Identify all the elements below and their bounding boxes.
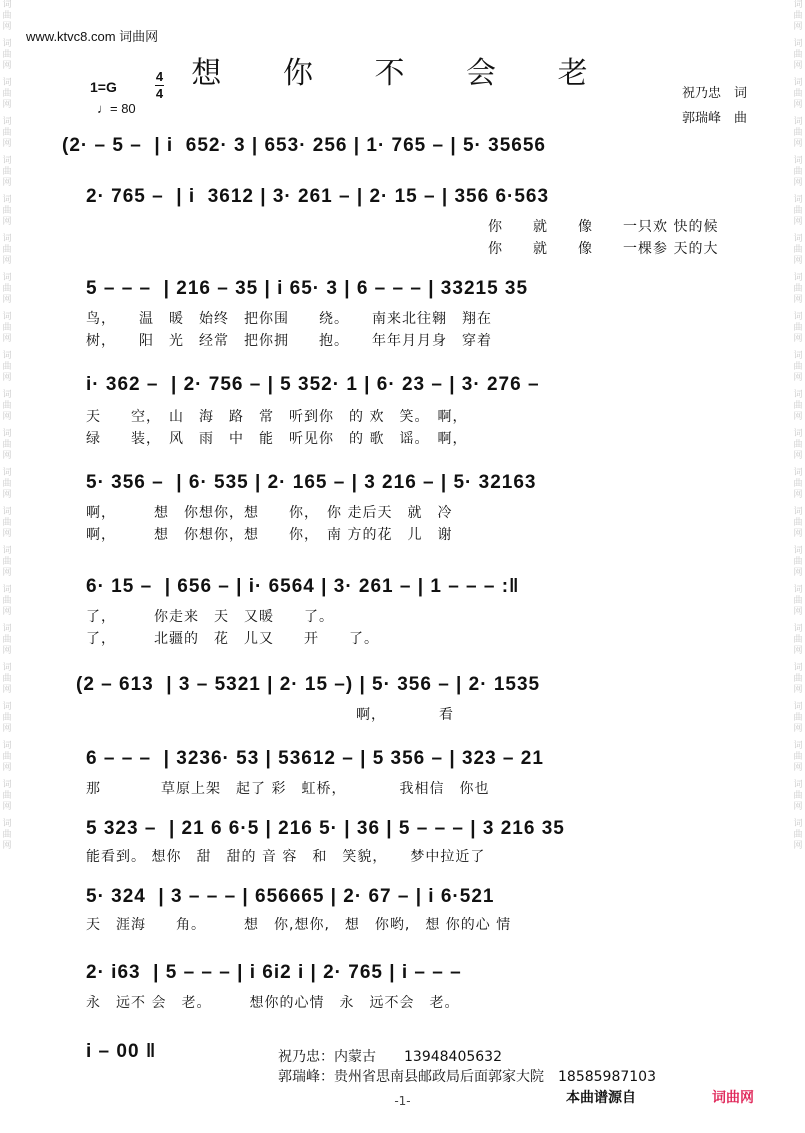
- watermark-text: 词 曲 网: [793, 312, 803, 344]
- watermark-text: 词 曲 网: [793, 702, 803, 734]
- watermark-text: 词 曲 网: [2, 39, 12, 71]
- watermark-text: 词 曲 网: [793, 663, 803, 695]
- site-label[interactable]: www.ktvc8.com 词曲网: [26, 29, 159, 44]
- watermark-text: 词 曲 网: [2, 117, 12, 149]
- watermark-text: 词 曲 网: [2, 273, 12, 305]
- lyric-line-1: 天 空， 山 海 路 常 听到你 的 欢 笑。 啊，: [86, 409, 468, 425]
- page-number: -1-: [394, 1094, 411, 1108]
- notation-row: (2 – 613 | 3 – 5321 | 2· 15 –) | 5· 356 – | 2· 1535: [76, 674, 541, 695]
- lyric-line-1: 啊， 看: [86, 707, 454, 723]
- watermark-text: 词 曲 网: [793, 117, 803, 149]
- lyricist-credit: 祝乃忠 词: [681, 86, 747, 101]
- watermark-text: 词 曲 网: [2, 819, 12, 851]
- watermark-text: 词 曲 网: [793, 390, 803, 422]
- footer-contact-2: 郭瑞峰：贵州省思南县邮政局后面郭家大院 18585987103: [278, 1069, 656, 1085]
- watermark-text: 词 曲 网: [2, 351, 12, 383]
- song-title: 想 你 不 会 老: [191, 56, 614, 91]
- notation-row: 6 – – – | 3236· 53 | 53612 – | 5 356 – | 323 – 21: [86, 748, 544, 769]
- watermark-text: 词 曲 网: [793, 78, 803, 110]
- watermark-text: 词 曲 网: [793, 507, 803, 539]
- watermark-text: 词 曲 网: [793, 624, 803, 656]
- watermark-text: 词 曲 网: [2, 468, 12, 500]
- lyric-line-2: 绿 装， 风 雨 中 能 听见你 的 歌 谣。 啊，: [86, 431, 468, 447]
- watermark-text: 词 曲 网: [793, 585, 803, 617]
- watermark-text: 词 曲 网: [2, 234, 12, 266]
- watermark-text: 词 曲 网: [2, 663, 12, 695]
- lyric-line-2: 树， 阳 光 经常 把你拥 抱。 年年月月身 穿着: [86, 333, 492, 349]
- notation-row: 5 – – – | 216 – 35 | i 65· 3 | 6 – – – | 33215 35: [86, 278, 529, 299]
- watermark-text: 词 曲 网: [793, 234, 803, 266]
- footer-contact-1: 祝乃忠：内蒙古 13948405632: [278, 1049, 502, 1065]
- brand-logo[interactable]: 词曲网: [712, 1090, 754, 1106]
- watermark-text: 词 曲 网: [793, 468, 803, 500]
- watermark-text: 词 曲 网: [2, 780, 12, 812]
- watermark-text: 词 曲 网: [2, 0, 12, 32]
- left-watermark: [0, 0, 14, 1133]
- watermark-text: 词 曲 网: [2, 507, 12, 539]
- lyric-line-1: 永 远不 会 老。 想你的心情 永 远不会 老。: [86, 995, 460, 1011]
- lyric-line-2: 你 就 像 一棵参 天的大: [488, 241, 719, 257]
- watermark-text: 词 曲 网: [2, 78, 12, 110]
- watermark-text: 词 曲 网: [793, 546, 803, 578]
- notation-row: 5· 356 – | 6· 535 | 2· 165 – | 3 216 – | 5· 32163: [86, 472, 537, 493]
- lyric-line-1: 能看到。 想你 甜 甜的 音 容 和 笑貌， 梦中拉近了: [86, 849, 486, 865]
- watermark-text: 词 曲 网: [793, 780, 803, 812]
- lyric-line-1: 天 涯海 角。 想 你,想你, 想 你哟, 想 你的心 情: [86, 917, 512, 933]
- watermark-text: 词 曲 网: [2, 312, 12, 344]
- notation-row: 6· 15 – | 656 – | i· 6564 | 3· 261 – | 1 – – – :‖: [86, 576, 520, 597]
- time-signature: [155, 70, 164, 101]
- right-watermark: [791, 0, 805, 1133]
- watermark-text: 词 曲 网: [793, 39, 803, 71]
- watermark-text: 词 曲 网: [2, 156, 12, 188]
- watermark-text: 词 曲 网: [793, 429, 803, 461]
- watermark-text: 词 曲 网: [793, 273, 803, 305]
- lyric-line-1: 那 草原上架 起了 彩 虹桥， 我相信 你也: [86, 781, 490, 797]
- lyric-line-1: 鸟， 温 暖 始终 把你围 绕。 南来北往翱 翔在: [86, 311, 492, 327]
- notation-row: 5 323 – | 21 6 6·5 | 216 5· | 36 | 5 – – – | 3 216 35: [86, 818, 565, 839]
- lyric-line-1: 了， 你走来 天 又暖 了。: [86, 609, 334, 625]
- watermark-text: 词 曲 网: [793, 0, 803, 32]
- notation-row: 2· 765 – | i 3612 | 3· 261 – | 2· 15 – | 356 6·563: [86, 186, 550, 207]
- notation-row: i· 362 – | 2· 756 – | 5 352· 1 | 6· 23 – | 3· 276 –: [86, 374, 540, 395]
- lyric-line-1: 啊， 想 你想你，想 你， 你 走后天 就 冷: [86, 505, 453, 521]
- watermark-text: 词 曲 网: [793, 351, 803, 383]
- key-signature: 1=G: [90, 79, 117, 95]
- notation-row: 5· 324 | 3 – – – | 656665 | 2· 67 – | i 6·521: [86, 886, 495, 907]
- watermark-text: 词 曲 网: [2, 390, 12, 422]
- time-signature-bottom: 4: [155, 86, 164, 101]
- watermark-text: 词 曲 网: [2, 702, 12, 734]
- notation-row: i – 00 ‖: [86, 1041, 157, 1062]
- notation-row: (2· – 5 – | i 652· 3 | 653· 256 | 1· 765 – | 5· 35656: [62, 135, 546, 156]
- watermark-text: 词 曲 网: [2, 429, 12, 461]
- watermark-text: 词 曲 网: [2, 195, 12, 227]
- watermark-text: 词 曲 网: [793, 741, 803, 773]
- watermark-text: 词 曲 网: [2, 546, 12, 578]
- watermark-text: 词 曲 网: [793, 819, 803, 851]
- lyric-line-2: 了， 北疆的 花 儿又 开 了。: [86, 631, 379, 647]
- notation-row: 2· i63 | 5 – – – | i 6i2 i | 2· 765 | i – – –: [86, 962, 462, 983]
- source-label: 本曲谱源自: [566, 1090, 636, 1106]
- lyric-line-1: 你 就 像 一只欢 快的候: [488, 219, 719, 235]
- time-signature-top: 4: [155, 69, 164, 84]
- watermark-text: 词 曲 网: [793, 195, 803, 227]
- tempo-marking: ♩= 80: [97, 101, 136, 116]
- watermark-text: 词 曲 网: [2, 741, 12, 773]
- watermark-text: 词 曲 网: [2, 624, 12, 656]
- composer-credit: 郭瑞峰 曲: [681, 111, 747, 126]
- watermark-text: 词 曲 网: [2, 585, 12, 617]
- lyric-line-2: 啊， 想 你想你，想 你， 南 方的花 儿 谢: [86, 527, 453, 543]
- watermark-text: 词 曲 网: [793, 156, 803, 188]
